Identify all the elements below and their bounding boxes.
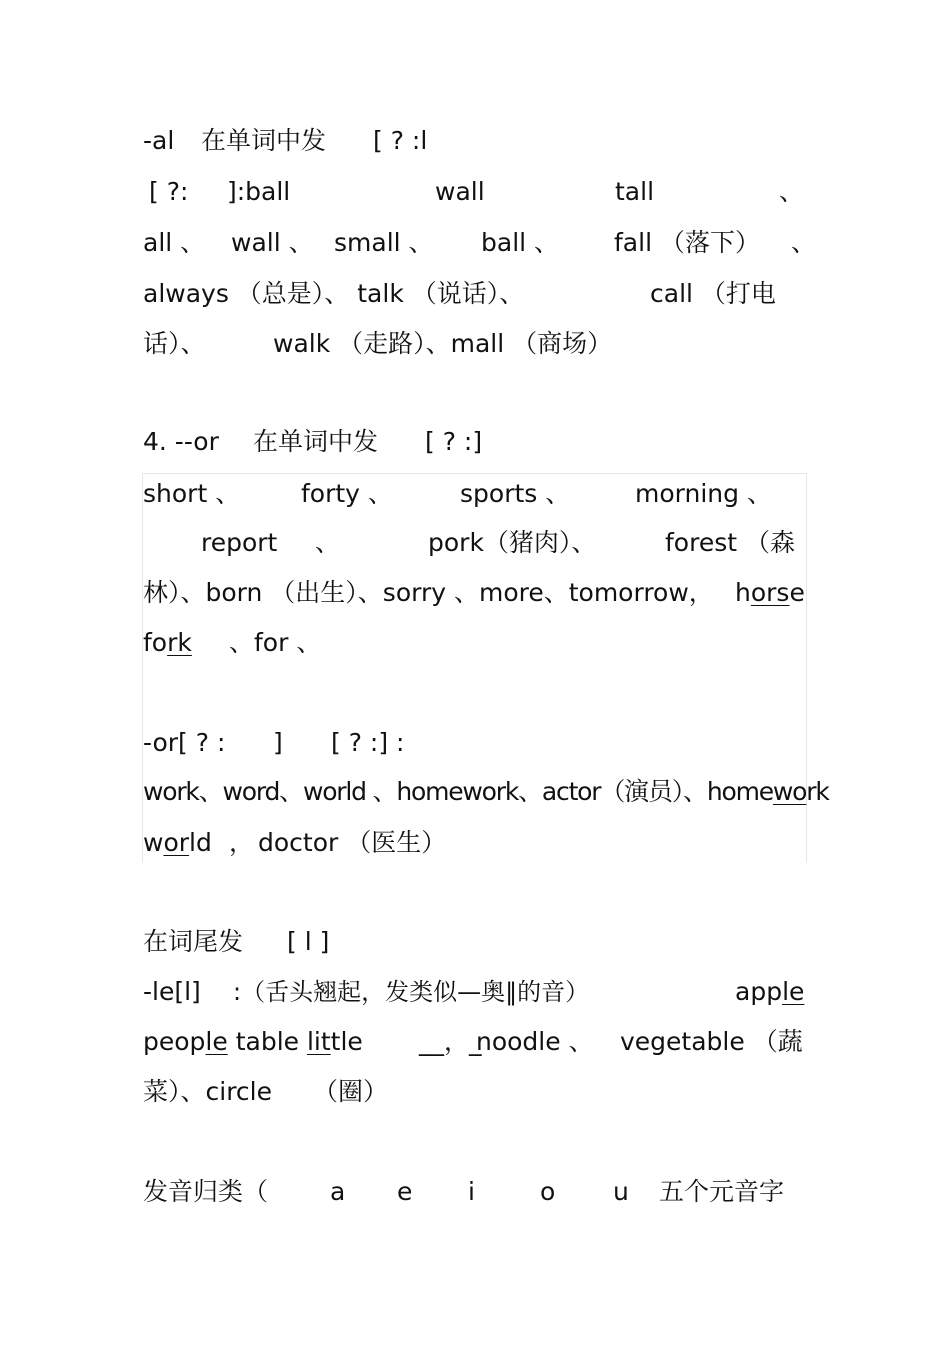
or-line-3 — [143, 576, 808, 610]
underlined-letters: le — [782, 977, 805, 1006]
word-forty: forty 、 — [301, 479, 393, 508]
vowel-o: o — [540, 1177, 556, 1206]
word-sports: sports 、 — [460, 479, 571, 508]
vowel-a: a — [330, 1177, 346, 1206]
vowels-line — [143, 1175, 808, 1209]
le-pronunciation-note: :（舌头翘起，发类似—奥‖的音） — [233, 978, 590, 1006]
vowel-e: e — [397, 1177, 413, 1206]
or-line-4 — [143, 626, 808, 660]
word-always-talk: always （总是）、 talk （说话）、 — [143, 279, 525, 308]
separator: 、 — [779, 177, 805, 206]
le-phonetic: [ l ] — [287, 927, 330, 956]
underlined-letters: le — [205, 1027, 228, 1056]
le-heading — [143, 925, 808, 959]
word-world: world — [143, 828, 212, 857]
word-wall: wall — [435, 177, 485, 206]
word-call: call （打电 — [650, 279, 776, 308]
word-ball: ]:ball — [227, 177, 291, 206]
le-rule-text: 在词尾发 — [143, 927, 244, 956]
blank-separator: __，_ — [419, 1027, 482, 1056]
le-suffix: -le[l] — [143, 977, 201, 1006]
word-doctor: doctor （医生） — [258, 828, 447, 857]
or-phonetic: [ ? :] — [425, 427, 483, 456]
al-suffix: -al — [143, 126, 175, 155]
underlined-letters: wo — [772, 777, 807, 806]
vowels-trailing-text: 五个元音字 — [659, 1177, 785, 1206]
al-line-2 — [143, 226, 817, 260]
word-morning: morning 、 — [635, 479, 772, 508]
word-apple: apple — [735, 977, 805, 1006]
or-suffix: 4. --or — [143, 427, 219, 456]
word-for: 、for 、 — [229, 628, 322, 657]
le-line-2 — [143, 1025, 808, 1059]
or2-suffix: -or[ ? : — [143, 728, 226, 757]
word-noodle: noodle 、 — [476, 1027, 594, 1056]
al-line-1 — [143, 175, 808, 209]
or2-line-1 — [143, 775, 829, 809]
word-work-word-world-homework-actor: work、word、world 、homework、actor（演员）、homework — [143, 777, 829, 806]
word-born-sorry-more-tomorrow: 林）、born （出生）、sorry 、more、tomorrow， — [143, 578, 714, 607]
le-line-1 — [143, 975, 808, 1009]
or-line-2 — [143, 526, 808, 560]
word-wall: wall 、 — [231, 228, 314, 257]
separator: ， — [229, 828, 255, 857]
al-line-3 — [143, 277, 808, 311]
separator: 、 — [315, 528, 341, 557]
word-walk-mall: walk （走路）、mall （商场） — [273, 329, 613, 358]
or-line-1 — [143, 477, 808, 511]
le-line-3 — [143, 1075, 808, 1109]
underlined-letters: lit — [306, 1027, 331, 1056]
vowels-intro: 发音归类（ — [143, 1177, 269, 1206]
underlined-letters: rk — [167, 628, 192, 657]
or2-line-2 — [143, 826, 808, 860]
word-forest: forest （森 — [665, 528, 795, 557]
word-short: short 、 — [143, 479, 241, 508]
al-continuation: 话）、 — [143, 329, 206, 358]
word-all: all 、 — [143, 228, 206, 257]
underlined-letters: ors — [750, 578, 790, 607]
word-pork: pork（猪肉）、 — [428, 528, 597, 557]
underlined-letters: or — [163, 828, 190, 857]
word-ball: ball 、 — [481, 228, 560, 257]
vowel-i: i — [468, 1177, 475, 1206]
word-fall: fall （落下） — [614, 228, 760, 257]
separator: 、 — [791, 228, 817, 257]
word-people-table-little: people table little — [143, 1027, 363, 1056]
al-line-4 — [143, 327, 808, 361]
or2-bracket: ] — [273, 728, 283, 757]
al-heading — [143, 124, 808, 158]
word-small: small 、 — [334, 228, 434, 257]
or-heading — [143, 425, 808, 459]
word-vegetable: vegetable （蔬 — [620, 1027, 803, 1056]
word-horse: horse — [735, 578, 805, 607]
al-phonetic: [ ? :l — [373, 126, 428, 155]
word-fork: fork — [143, 628, 192, 657]
word-circle-translation: （圈） — [313, 1077, 389, 1106]
word-circle: 菜）、circle — [143, 1077, 272, 1106]
or-rule-text: 在单词中发 — [253, 427, 379, 456]
or-box-top-border — [143, 473, 807, 474]
vowel-u: u — [613, 1177, 629, 1206]
word-report: report — [201, 528, 278, 557]
word-tall: tall — [615, 177, 655, 206]
al-rule-text: 在单词中发 — [201, 126, 327, 155]
or2-phonetic: [ ? :] : — [331, 728, 405, 757]
al-phonetic-open: [ ?: — [149, 177, 189, 206]
or2-heading — [143, 726, 808, 760]
